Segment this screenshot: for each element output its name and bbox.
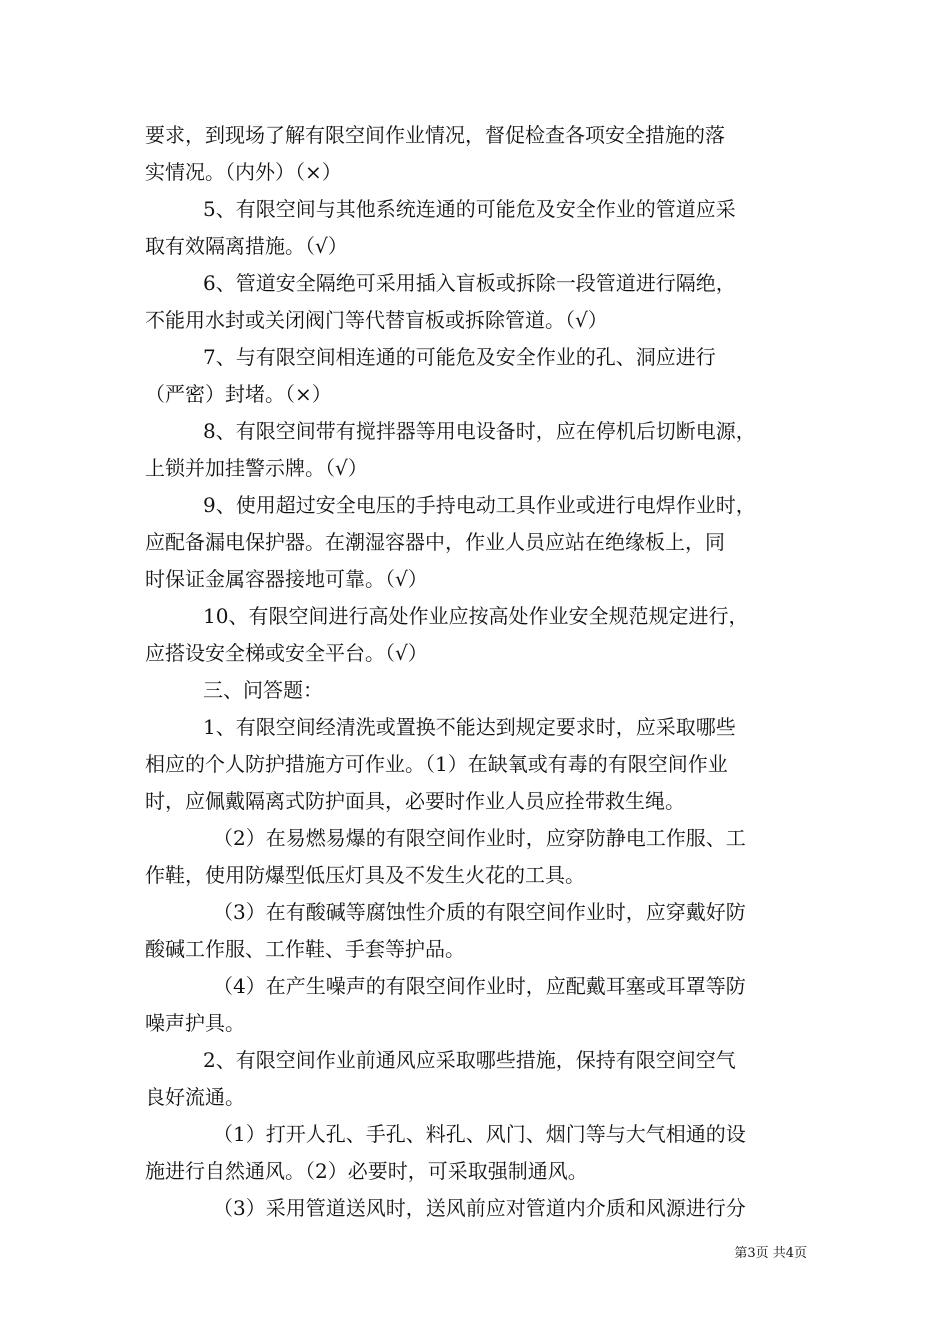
section-heading: 三、问答题： bbox=[203, 678, 323, 702]
text-line: 良好流通。 bbox=[145, 1085, 245, 1109]
text-line: 5、有限空间与其他系统连通的可能危及安全作业的管道应采 bbox=[203, 197, 736, 221]
text-line: 作鞋，使用防爆型低压灯具及不发生火花的工具。 bbox=[145, 863, 585, 887]
text-line: 9、使用超过安全电压的手持电动工具作业或进行电焊作业时， bbox=[203, 493, 756, 517]
text-line: （2）在易燃易爆的有限空间作业时，应穿防静电工作服、工 bbox=[213, 826, 746, 850]
text-line: 实情况。（内外）（×） bbox=[145, 160, 342, 184]
text-line: （1）打开人孔、手孔、料孔、风门、烟门等与大气相通的设 bbox=[213, 1122, 746, 1146]
text-line: 酸碱工作服、工作鞋、手套等护品。 bbox=[145, 937, 465, 961]
text-line: 上锁并加挂警示牌。（√） bbox=[145, 456, 368, 480]
text-line: 应搭设安全梯或安全平台。（√） bbox=[145, 641, 428, 665]
text-line: 时，应佩戴隔离式防护面具，必要时作业人员应拴带救生绳。 bbox=[145, 789, 685, 813]
text-line: 1、有限空间经清洗或置换不能达到规定要求时，应采取哪些 bbox=[203, 715, 736, 739]
text-line: （3）采用管道送风时，送风前应对管道内介质和风源进行分 bbox=[213, 1196, 746, 1220]
text-line: 6、管道安全隔绝可采用插入盲板或拆除一段管道进行隔绝， bbox=[203, 271, 736, 295]
text-line: 噪声护具。 bbox=[145, 1011, 245, 1035]
text-line: 不能用水封或关闭阀门等代替盲板或拆除管道。（√） bbox=[145, 308, 608, 332]
page-number-footer: 第3页 共4页 bbox=[734, 1246, 807, 1261]
text-line: 相应的个人防护措施方可作业。（1）在缺氧或有毒的有限空间作业 bbox=[145, 752, 728, 776]
text-line: 应配备漏电保护器。在潮湿容器中，作业人员应站在绝缘板上，同 bbox=[145, 530, 725, 554]
body-text bbox=[145, 117, 810, 1227]
text-line: 时保证金属容器接地可靠。（√） bbox=[145, 567, 428, 591]
text-line: （严密）封堵。（×） bbox=[145, 382, 332, 406]
text-line: 2、有限空间作业前通风应采取哪些措施，保持有限空间空气 bbox=[203, 1048, 736, 1072]
text-line: 10、有限空间进行高处作业应按高处作业安全规范规定进行， bbox=[203, 604, 749, 628]
text-line: （3）在有酸碱等腐蚀性介质的有限空间作业时，应穿戴好防 bbox=[213, 900, 746, 924]
text-line: 取有效隔离措施。（√） bbox=[145, 234, 348, 258]
text-line: （4）在产生噪声的有限空间作业时，应配戴耳塞或耳罩等防 bbox=[213, 974, 746, 998]
text-line: 施进行自然通风。（2）必要时，可采取强制通风。 bbox=[145, 1159, 588, 1183]
text-line: 8、有限空间带有搅拌器等用电设备时，应在停机后切断电源， bbox=[203, 419, 756, 443]
text-line: 要求，到现场了解有限空间作业情况，督促检查各项安全措施的落 bbox=[145, 123, 725, 147]
text-line: 7、与有限空间相连通的可能危及安全作业的孔、洞应进行 bbox=[203, 345, 716, 369]
